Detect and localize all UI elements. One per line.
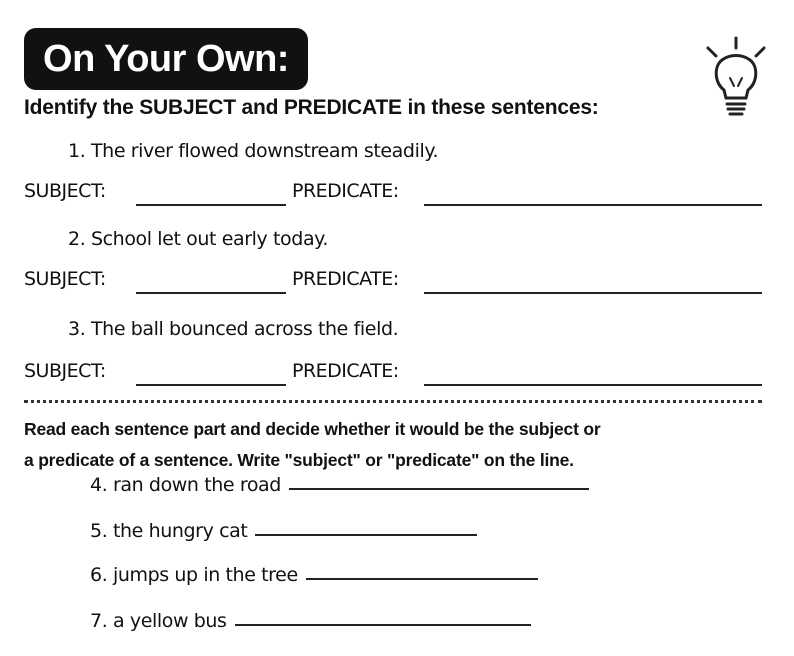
answer-row-3 bbox=[24, 360, 764, 390]
subject-label: SUBJECT: bbox=[24, 180, 106, 202]
item-5 bbox=[90, 520, 477, 550]
predicate-label: PREDICATE: bbox=[292, 268, 399, 290]
predicate-label: PREDICATE: bbox=[292, 180, 399, 202]
light-bulb-icon bbox=[700, 34, 772, 120]
sentence-1: 1. The river flowed downstream steadily. bbox=[68, 140, 439, 162]
item-4 bbox=[90, 474, 589, 504]
answer-row-1 bbox=[24, 180, 764, 210]
item-answer-line[interactable] bbox=[306, 578, 538, 580]
item-answer-line[interactable] bbox=[255, 534, 477, 536]
subject-answer-line[interactable] bbox=[136, 204, 286, 206]
sentence-3: 3. The ball bounced across the field. bbox=[68, 318, 399, 340]
part2-instruction bbox=[24, 414, 600, 476]
predicate-answer-line[interactable] bbox=[424, 204, 762, 206]
item-text: 5. the hungry cat bbox=[90, 520, 248, 542]
subject-label: SUBJECT: bbox=[24, 268, 106, 290]
subject-answer-line[interactable] bbox=[136, 384, 286, 386]
item-text: 4. ran down the road bbox=[90, 474, 281, 496]
subject-answer-line[interactable] bbox=[136, 292, 286, 294]
answer-row-2 bbox=[24, 268, 764, 298]
item-answer-line[interactable] bbox=[289, 488, 589, 490]
part2-instruction-line-1: Read each sentence part and decide whether it would be the subject or bbox=[24, 419, 601, 439]
part2-instruction-line-2: a predicate of a sentence. Write "subject" or "predicate" on the line. bbox=[24, 450, 574, 470]
item-text: 6. jumps up in the tree bbox=[90, 564, 298, 586]
predicate-label: PREDICATE: bbox=[292, 360, 399, 382]
item-text: 7. a yellow bus bbox=[90, 610, 227, 632]
item-6 bbox=[90, 564, 538, 594]
subject-label: SUBJECT: bbox=[24, 360, 106, 382]
predicate-answer-line[interactable] bbox=[424, 384, 762, 386]
item-answer-line[interactable] bbox=[235, 624, 531, 626]
part1-instruction: Identify the SUBJECT and PREDICATE in these sentences: bbox=[24, 96, 599, 119]
item-7 bbox=[90, 610, 531, 640]
page-title: On Your Own: bbox=[43, 37, 289, 80]
title-badge bbox=[24, 28, 308, 90]
predicate-answer-line[interactable] bbox=[424, 292, 762, 294]
section-divider bbox=[24, 400, 762, 403]
sentence-2: 2. School let out early today. bbox=[68, 228, 328, 250]
